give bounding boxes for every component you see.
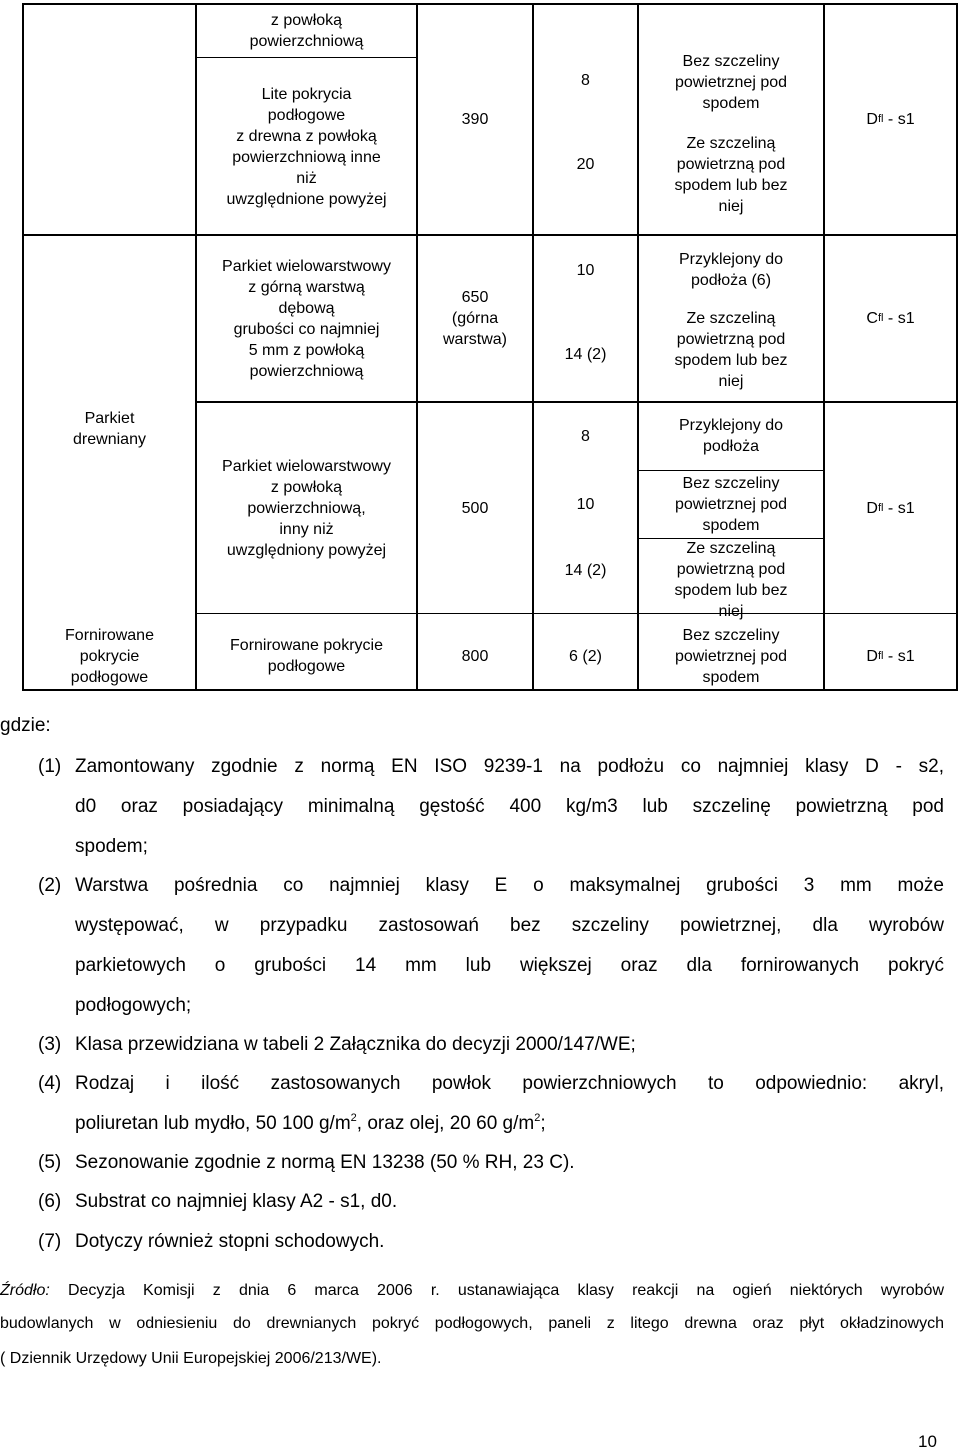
r1-mounting-a: Bez szczeliny powietrznej pod spodem bbox=[674, 52, 788, 112]
note-4-line-1: Rodzaj i ilość zastosowanych powłok powierzchniowych to odpowiednio: akryl, bbox=[75, 1073, 944, 1094]
note-4 bbox=[38, 1064, 944, 1144]
note-4-sup-1: 2 bbox=[350, 1112, 357, 1124]
r2-thickness-b: 14 (2) bbox=[564, 345, 607, 363]
note-1-line-2: d0 oraz posiadający minimalną gęstość 400 kg/m3 lub szczelinę powietrzną pod bbox=[75, 796, 944, 817]
page-number: 10 bbox=[918, 1432, 937, 1451]
r2-thickness-a: 10 bbox=[576, 261, 595, 279]
note-5 bbox=[38, 1143, 944, 1183]
note-1-line-3: spodem; bbox=[75, 836, 148, 857]
r4-class bbox=[825, 623, 956, 689]
r4-class-main: D bbox=[866, 647, 878, 665]
source-line-1 bbox=[0, 1274, 944, 1308]
r2-class-rest: - s1 bbox=[883, 310, 915, 327]
r3-class bbox=[825, 403, 956, 613]
r3-mounting-a: Przyklejony do podłoża bbox=[678, 417, 784, 455]
r2-class-main: C bbox=[866, 310, 878, 327]
r4-category: Fornirowane pokrycie podłogowe bbox=[65, 626, 154, 686]
r2-density: 650 (górna warstwa) bbox=[442, 289, 507, 348]
r1-thickness-b: 20 bbox=[576, 155, 595, 173]
r3-thickness-a: 8 bbox=[581, 427, 590, 445]
note-4-number: (4) bbox=[38, 1073, 62, 1094]
note-2-line-2: występować, w przypadku zastosowań bez szczeliny powietrznej, dla wyrobów bbox=[75, 915, 944, 936]
r4-class-sub: fl bbox=[877, 649, 884, 662]
notes-label: gdzie: bbox=[0, 715, 51, 736]
r3-thickness-c: 14 (2) bbox=[564, 561, 607, 579]
r1-class-main: D bbox=[866, 111, 878, 128]
r4-thickness: 6 (2) bbox=[569, 647, 602, 665]
r3-product-description: Parkiet wielowarstwowy z powłoką powierzchniową, inny niż uwzględniony powyżej bbox=[222, 457, 391, 559]
note-3-line-1: Klasa przewidziana w tabeli 2 Załącznika do decyzji 2000/147/WE; bbox=[75, 1034, 636, 1055]
note-2-line-3: parkietowych o grubości 14 mm lub większej oraz dla fornirowanych pokryć bbox=[75, 955, 944, 976]
r2-class bbox=[825, 236, 956, 401]
note-4-sup-2: 2 bbox=[534, 1112, 541, 1124]
r2-mounting-a: Przyklejony do podłoża (6) bbox=[678, 251, 784, 289]
r2-product-description: Parkiet wielowarstwowy z górną warstwą dębową grubości co najmniej 5 mm z powłoką powierzchniową bbox=[222, 257, 391, 380]
source-text-1: Decyzja Komisji z dnia 6 marca 2006 r. ustanawiająca klasy reakcji na ogień niektórych wyrobów bbox=[67, 1282, 944, 1299]
r3-mounting-b: Bez szczeliny powietrznej pod spodem bbox=[674, 474, 788, 534]
note-4-line-2c: ; bbox=[540, 1113, 546, 1134]
note-4-line-2a: poliuretan lub mydło, 50 100 g/m bbox=[75, 1113, 351, 1134]
note-3-number: (3) bbox=[38, 1034, 62, 1055]
r4-product-description: Fornirowane pokrycie podłogowe bbox=[230, 637, 383, 675]
note-7 bbox=[38, 1222, 944, 1262]
note-6 bbox=[38, 1182, 944, 1222]
source-label: Źródło: bbox=[0, 1282, 50, 1299]
r4-mounting: Bez szczeliny powietrznej pod spodem bbox=[674, 626, 788, 686]
r3-class-sub: fl bbox=[877, 501, 884, 514]
r1-mounting-b: Ze szczeliną powietrzną pod spodem lub bez niej bbox=[674, 135, 788, 215]
r1-thickness-a: 8 bbox=[581, 71, 590, 89]
r3-class-main: D bbox=[866, 499, 878, 517]
note-7-line-1: Dotyczy również stopni schodowych. bbox=[75, 1231, 385, 1252]
r1-class bbox=[825, 5, 956, 234]
note-5-number: (5) bbox=[38, 1152, 62, 1173]
note-1-line-1: Zamontowany zgodnie z normą EN ISO 9239-1 na podłożu co najmniej klasy D - s2, bbox=[75, 756, 944, 777]
r3-class-rest: - s1 bbox=[883, 499, 915, 517]
note-2 bbox=[38, 866, 944, 1026]
note-4-line-2b: , oraz olej, 20 60 g/m bbox=[356, 1113, 535, 1134]
note-5-line-1: Sezonowanie zgodnie z normą EN 13238 (50 % RH, 23 C). bbox=[75, 1152, 575, 1173]
source-line-2: budowlanych w odniesieniu do drewnianych pokryć podłogowych, paneli z litego drewna oraz płyt okładzinowych bbox=[0, 1315, 944, 1332]
note-4-line-2 bbox=[75, 1104, 944, 1144]
source-line-3: ( Dziennik Urzędowy Unii Europejskiej 2006/213/WE). bbox=[0, 1350, 382, 1367]
r1-product-description: Lite pokrycia podłogowe z drewna z powłoką powierzchniową inne niż uwzględnione powyżej bbox=[226, 86, 387, 208]
r3-density: 500 bbox=[461, 499, 489, 517]
r4-class-rest: - s1 bbox=[883, 647, 915, 665]
note-6-line-1: Substrat co najmniej klasy A2 - s1, d0. bbox=[75, 1191, 398, 1212]
r1-density: 390 bbox=[461, 111, 489, 128]
r2-mounting-b: Ze szczeliną powietrzną pod spodem lub bez niej bbox=[674, 310, 788, 390]
r1-class-sub: fl bbox=[877, 113, 884, 125]
note-7-number: (7) bbox=[38, 1231, 62, 1252]
r3-thickness-b: 10 bbox=[576, 495, 595, 513]
note-1-number: (1) bbox=[38, 756, 62, 777]
r1-class-rest: - s1 bbox=[883, 111, 915, 128]
note-1 bbox=[38, 747, 944, 867]
note-2-number: (2) bbox=[38, 875, 62, 896]
r3-mounting-c: Ze szczeliną powietrzną pod spodem lub bez niej bbox=[674, 540, 788, 620]
note-2-line-4: podłogowych; bbox=[75, 995, 192, 1016]
r2-class-sub: fl bbox=[877, 312, 884, 324]
r3-category: Parkiet drewniany bbox=[73, 410, 146, 448]
note-3 bbox=[38, 1025, 944, 1065]
r1-coating-label: z powłoką powierzchniową bbox=[249, 12, 364, 50]
r4-density: 800 bbox=[461, 647, 489, 665]
note-2-line-1: Warstwa pośrednia co najmniej klasy E o maksymalnej grubości 3 mm może bbox=[75, 875, 944, 896]
note-6-number: (6) bbox=[38, 1191, 62, 1212]
